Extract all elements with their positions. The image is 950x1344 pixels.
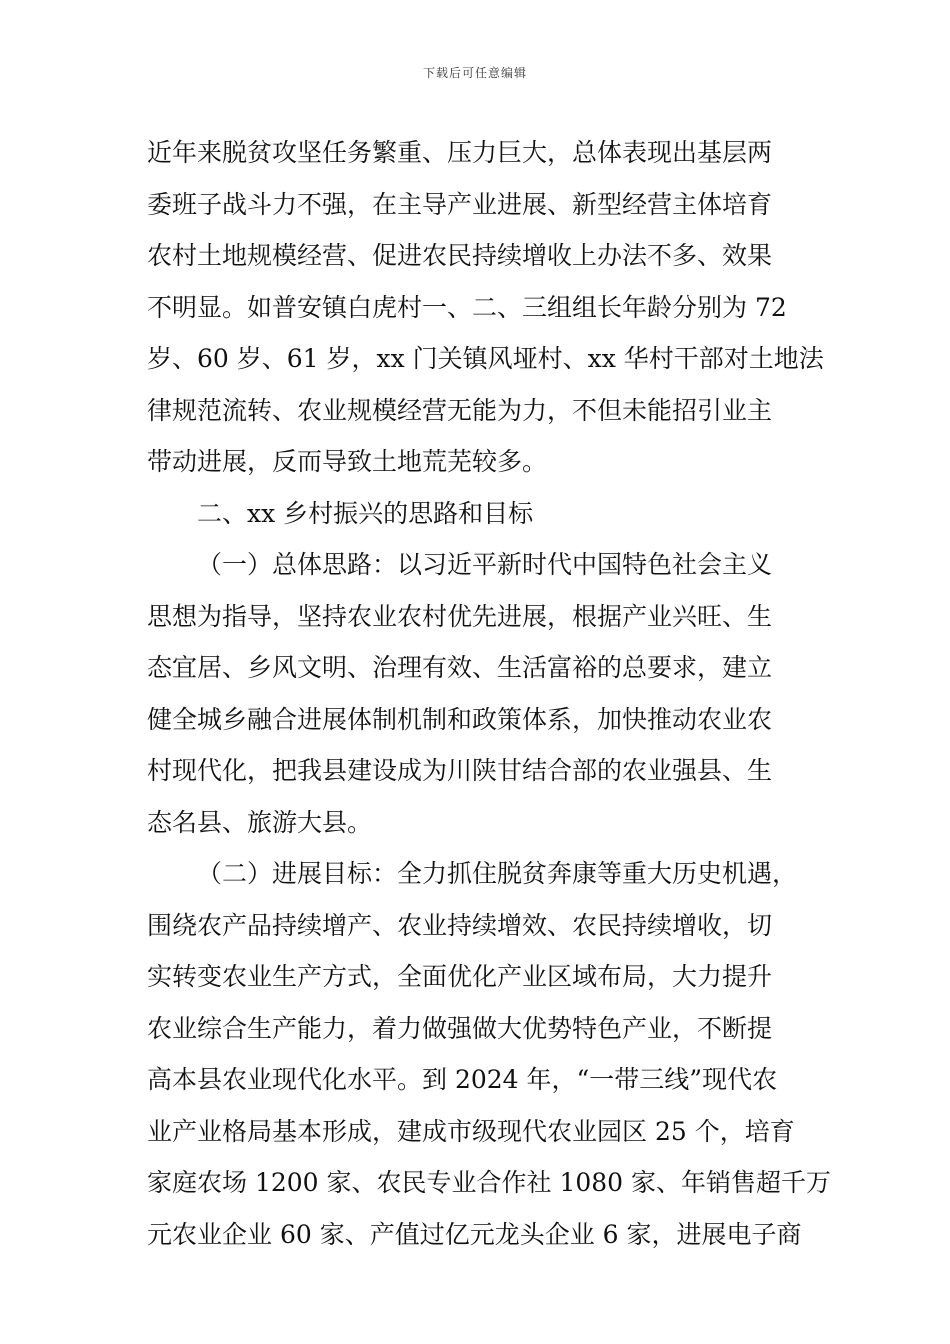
text-line: 态宜居、乡风文明、治理有效、生活富裕的总要求，建立 bbox=[147, 653, 773, 682]
text-line: 岁、60 岁、61 岁，xx 门关镇风垭村、xx 华村干部对土地法 bbox=[147, 344, 824, 373]
paragraph bbox=[147, 848, 832, 1260]
text-line: 家庭农场 1200 家、农民专业合作社 1080 家、年销售超千万 bbox=[147, 1168, 832, 1197]
text-line: 思想为指导，坚持农业农村优先进展，根据产业兴旺、生 bbox=[147, 601, 773, 631]
text-line: （一）总体思路：以习近平新时代中国特色社会主义 bbox=[197, 550, 773, 579]
page-header: 下载后可任意编辑 bbox=[422, 66, 527, 80]
text-line: 健全城乡融合进展体制机制和政策体系，加快推动农业农 bbox=[147, 704, 773, 734]
text-line: 高本县农业现代化水平。到 2024 年，“一带三线”现代农 bbox=[147, 1065, 778, 1094]
text-line: 农村土地规模经营、促进农民持续增收上办法不多、效果 bbox=[147, 241, 773, 270]
text-line: 态名县、旅游大县。 bbox=[147, 807, 373, 837]
text-line: 二、xx 乡村振兴的思路和目标 bbox=[197, 498, 534, 528]
text-line: 村现代化，把我县建设成为川陕甘结合部的农业强县、生 bbox=[147, 756, 773, 785]
text-line: 实转变农业生产方式，全面优化产业区域布局，大力提升 bbox=[147, 962, 773, 991]
paragraph bbox=[147, 539, 807, 848]
text-line: 业产业格局基本形成，建成市级现代农业园区 25 个，培育 bbox=[147, 1116, 795, 1146]
text-line: 带动进展，反而导致土地荒芜较多。 bbox=[147, 447, 548, 476]
text-line: 农业综合生产能力，着力做强做大优势特色产业，不断提 bbox=[147, 1013, 773, 1043]
text-line: 律规范流转、农业规模经营无能为力，不但未能招引业主 bbox=[147, 395, 773, 425]
paragraph bbox=[147, 488, 807, 540]
text-line: 不明显。如普安镇白虎村一、二、三组组长年龄分别为 72 bbox=[147, 292, 787, 322]
document-body bbox=[147, 127, 832, 1260]
text-line: （二）进展目标：全力抓住脱贫奔康等重大历史机遇， bbox=[197, 859, 798, 888]
text-line: 元农业企业 60 家、产值过亿元龙头企业 6 家，进展电子商 bbox=[147, 1219, 802, 1249]
text-line: 近年来脱贫攻坚任务繁重、压力巨大，总体表现出基层两 bbox=[147, 138, 773, 167]
paragraph bbox=[147, 127, 824, 488]
text-line: 围绕农产品持续增产、农业持续增效、农民持续增收，切 bbox=[147, 910, 773, 940]
text-line: 委班子战斗力不强，在主导产业进展、新型经营主体培育 bbox=[147, 189, 773, 219]
